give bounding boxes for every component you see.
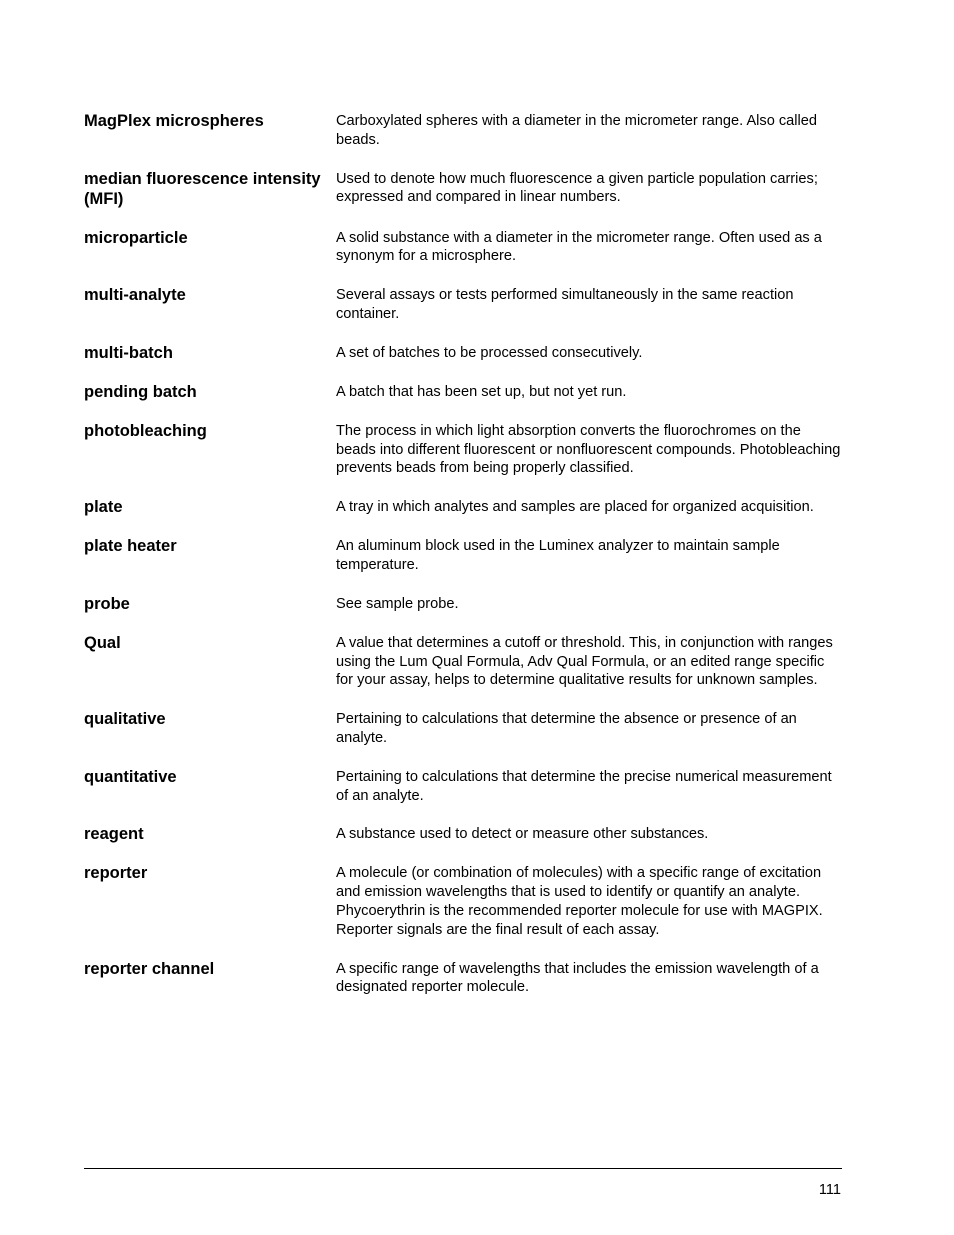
glossary-term: quantitative (84, 767, 177, 786)
page-number: 111 (818, 1182, 841, 1198)
glossary-entry (84, 343, 844, 363)
glossary-entry (84, 497, 844, 517)
glossary-definition: Used to denote how much fluorescence a given particle population carries; expressed and compared in linear numbers. (336, 170, 818, 206)
glossary-entry (84, 959, 844, 998)
glossary-entry (84, 633, 844, 690)
glossary-definition: A specific range of wavelengths that includes the emission wavelength of a designated reporter molecule. (336, 960, 819, 996)
glossary-definition: A molecule (or combination of molecules) with a specific range of excitation and emission wavelengths that is used to identify or quantify an analyte. Phycoerythrin is the recommended reporter molecule for use with MAGPIX. Reporter signals are the final result of each assay. (336, 865, 823, 938)
glossary-definition: A value that determines a cutoff or threshold. This, in conjunction with ranges using the Lum Qual Formula, Adv Qual Formula, or an edited range specific for your assay, helps to determine qualitative results for unknown samples. (336, 634, 833, 689)
glossary-definition: A substance used to detect or measure other substances. (336, 826, 709, 843)
glossary-definition: The process in which light absorption converts the fluorochromes on the beads into different fluorescent or nonfluorescent compounds. Photobleaching prevents beads from being properly classified. (336, 422, 841, 477)
glossary-term: MagPlex microspheres (84, 112, 264, 130)
glossary-term: reporter (84, 864, 148, 883)
glossary-entry (84, 169, 844, 209)
glossary-entry (84, 382, 844, 402)
glossary-term: multi-analyte (84, 286, 186, 305)
glossary-term: median fluorescence intensity (MFI) (84, 169, 321, 208)
glossary-entry (84, 863, 844, 939)
glossary-entry (84, 421, 844, 478)
glossary-entry (84, 285, 844, 324)
glossary-term: multi-batch (84, 343, 173, 362)
glossary-definition: Carboxylated spheres with a diameter in the micrometer range. Also called beads. (336, 113, 818, 148)
glossary-definition: Several assays or tests performed simultaneously in the same reaction container. (336, 287, 794, 322)
glossary-entry (84, 228, 844, 267)
glossary-entry (84, 594, 844, 614)
glossary-definition: An aluminum block used in the Luminex analyzer to maintain sample temperature. (336, 538, 780, 573)
glossary-definition: Pertaining to calculations that determine the precise numerical measurement of an analyte. (336, 768, 832, 804)
glossary-term: Qual (84, 633, 121, 652)
glossary-entry (84, 824, 844, 844)
glossary-entry (84, 111, 844, 150)
glossary-term: plate heater (84, 537, 177, 556)
glossary-term: reporter channel (84, 959, 215, 978)
glossary-term: photobleaching (84, 421, 207, 440)
glossary-definition: A set of batches to be processed consecutively. (336, 344, 643, 361)
glossary-list (84, 111, 844, 1016)
glossary-definition: A tray in which analytes and samples are placed for organized acquisition. (336, 499, 814, 516)
glossary-entry (84, 709, 844, 748)
glossary-definition: A batch that has been set up, but not yet run. (336, 383, 627, 400)
glossary-term: pending batch (84, 382, 197, 401)
glossary-definition: A solid substance with a diameter in the micrometer range. Often used as a synonym for a microsphere. (336, 229, 822, 265)
glossary-definition: Pertaining to calculations that determine the absence or presence of an analyte. (336, 711, 797, 746)
glossary-entry (84, 536, 844, 575)
glossary-entry (84, 767, 844, 806)
glossary-term: probe (84, 594, 130, 613)
glossary-term: qualitative (84, 710, 166, 729)
footer-divider (84, 1168, 842, 1169)
glossary-term: microparticle (84, 228, 188, 247)
glossary-definition: See sample probe. (336, 595, 459, 612)
glossary-term: reagent (84, 825, 144, 844)
glossary-term: plate (84, 498, 123, 517)
